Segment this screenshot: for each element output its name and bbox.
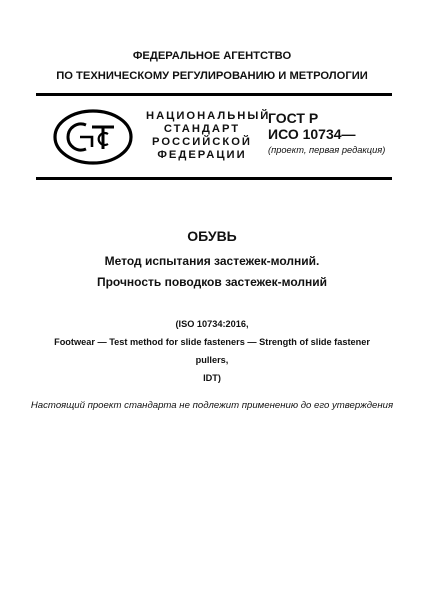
national-standard-line-1: НАЦИОНАЛЬНЫЙ bbox=[146, 110, 271, 122]
document-title: ОБУВЬ bbox=[187, 228, 237, 244]
subtitle-line-2: Прочность поводков застежек-молний bbox=[96, 275, 328, 289]
intl-line-2: Footwear — Test method for slide fasteners — Strength of slide fastener pullers, bbox=[54, 337, 370, 365]
subtitle-line-1: Метод испытания застежек-молний. bbox=[104, 254, 320, 268]
intl-line-3: IDT) bbox=[203, 373, 221, 383]
intl-line-1: (ISO 10734:2016, bbox=[175, 319, 249, 329]
bottom-divider bbox=[36, 177, 392, 180]
top-divider bbox=[36, 93, 392, 96]
agency-line-1: ФЕДЕРАЛЬНОЕ АГЕНТСТВО bbox=[132, 50, 292, 62]
rst-certification-mark-icon bbox=[52, 108, 134, 166]
agency-line-2: ПО ТЕХНИЧЕСКОМУ РЕГУЛИРОВАНИЮ И МЕТРОЛОГИИ bbox=[56, 70, 368, 82]
international-reference bbox=[54, 315, 370, 387]
document-subtitle bbox=[0, 251, 424, 293]
national-standard-line-3: РОССИЙСКОЙ bbox=[152, 136, 252, 148]
gost-designation bbox=[268, 110, 356, 142]
gost-line-2: ИСО 10734— bbox=[268, 126, 356, 142]
agency-header bbox=[0, 46, 424, 86]
gost-line-1: ГОСТ Р bbox=[268, 110, 319, 126]
national-standard-line-4: ФЕДЕРАЦИИ bbox=[157, 149, 247, 161]
draft-notice: Настоящий проект стандарта не подлежит применению до его утверждения bbox=[30, 400, 394, 411]
national-standard-line-2: СТАНДАРТ bbox=[163, 123, 241, 135]
national-standard-label bbox=[146, 110, 271, 162]
draft-edition-note: (проект, первая редакция) bbox=[268, 145, 386, 155]
